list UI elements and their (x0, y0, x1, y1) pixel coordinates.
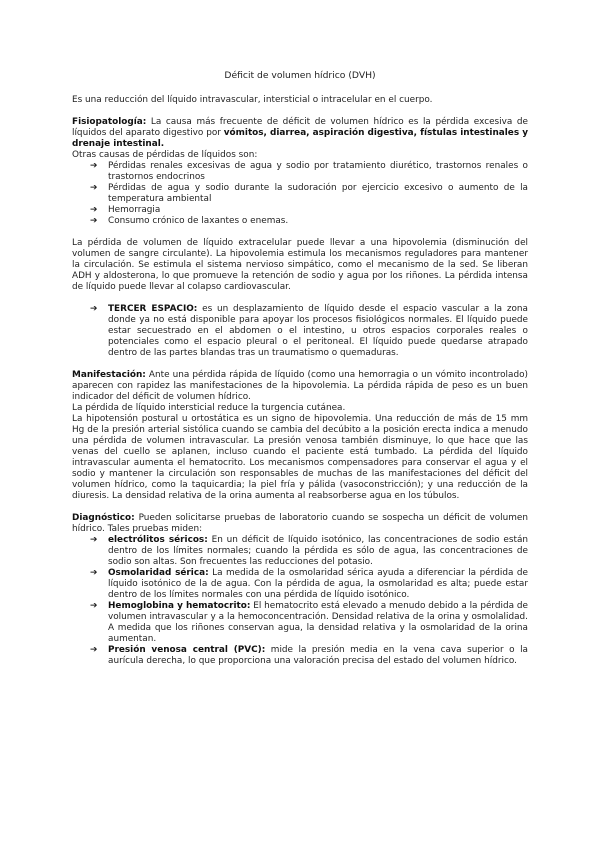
list-item: ➔ Pérdidas renales excesivas de agua y sodio por tratamiento diurético, trastornos renales o trastornos endocrinos (90, 161, 528, 182)
manifestacion-line-3: La hipotensión postural u ortostática es un signo de hipovolemia. Una reducción de más de 15 mm Hg de la presión arterial sistólica cuando se cambia del decúbito a la posición erecta indica a menudo una pérdida de volumen intravascular. La presión venosa también disminuye, lo que hace que las venas del cuello se aplanen, incluso cuando el paciente está tumbado. La pérdida del líquido intravascular aumenta el hematocrito. Los mecanismos compensadores para conservar el agua y el sodio y mantener la circulación son responsables de muchas de las manifestaciones del déficit del volumen hídrico, como la taquicardia; la piel fría y pálida (vasoconstricción); y una reducción de la diuresis. La densidad relativa de la orina aumenta al reabsorberse agua en los túbulos. (72, 414, 528, 501)
diagnostico-label: Diagnóstico: (72, 513, 135, 523)
list-item: ➔ electrólitos séricos: En un déficit de líquido isotónico, las concentraciones de sodio están dentro de los límites normales; cuando la pérdida es sólo de agua, las concentraciones de sodio son altas. Son frecuentes las reducciones del potasio. (90, 535, 529, 567)
tercer-espacio-label: TERCER ESPACIO: (108, 304, 198, 314)
diagnostico-paragraph (72, 513, 528, 535)
arrow-icon: ➔ (90, 568, 98, 578)
diagnostico-text: Pueden solicitarse pruebas de laboratorio cuando se sospecha un déficit de volumen hídrico. Tales pruebas miden: (72, 513, 529, 534)
intro-paragraph: Es una reducción del líquido intravascular, intersticial o intracelular en el cuerpo. (72, 95, 433, 105)
tercer-espacio-text: es un desplazamiento de líquido desde el espacio vascular a la zona donde ya no está disponible para apoyar los procesos fisiológicos normales. El líquido puede estar secuestrado en el abdomen o el intestino, u otros espacios corporales reales o potenciales como el espacio pleural o el peritoneal. El líquido puede quedarse atrapado dentro de las partes blandas tras un traumatismo o quemaduras. (108, 304, 528, 358)
arrow-icon: ➔ (90, 535, 98, 545)
other-causes-intro: Otras causas de pérdidas de líquidos son: (72, 150, 258, 160)
fisiopatologia-paragraph (72, 117, 528, 150)
hipovolemia-paragraph: La pérdida de volumen de líquido extracelular puede llevar a una hipovolemia (disminución del volumen de sangre circulante). La hipovolemia estimula los mecanismos reguladores para mantener la circulación. Se estimula el sistema nervioso simpático, como el mecanismo de la sed. Se liberan ADH y aldosterona, lo que promueve la retención de sodio y agua por los riñones. La pérdida intensa de líquido puede llevar al colapso cardiovascular. (72, 238, 528, 292)
manifestacion-text: Ante una pérdida rápida de líquido (como una hemorragia o un vómito incontrolado) aparecen con rapidez las manifestaciones de la hipovolemia. La pérdida rápida de peso es un buen indicador del déficit de volumen hídrico. (72, 370, 528, 402)
causes-list (72, 161, 528, 227)
arrow-icon: ➔ (90, 183, 98, 193)
list-item (90, 304, 528, 359)
arrow-icon: ➔ (90, 304, 98, 314)
list-item: ➔ Hemorragia (90, 205, 161, 215)
arrow-icon: ➔ (90, 601, 98, 611)
arrow-icon: ➔ (90, 645, 98, 655)
manifestacion-label: Manifestación: (72, 370, 146, 380)
arrow-icon: ➔ (90, 205, 98, 215)
manifestacion-line-2: La pérdida de líquido intersticial reduce la turgencia cutánea. (72, 403, 346, 413)
arrow-icon: ➔ (90, 161, 98, 171)
diagnostico-list (72, 535, 528, 667)
list-item: ➔ Osmolaridad sérica: La medida de la osmolaridad sérica ayuda a diferenciar la pérdida de líquido isotónico de la de agua. Con la pérdida de agua, la osmolaridad es alta; puede estar dentro de los límites normales con una pérdida de líquido isotónico. (90, 568, 528, 600)
list-item: ➔ Pérdidas de agua y sodio durante la sudoración por ejercicio excesivo o aumento de la temperatura ambiental (90, 183, 528, 204)
fisiopatologia-text: La causa más frecuente de déficit de volumen hídrico es la pérdida excesiva de líquidos del aparato digestivo por (72, 117, 529, 138)
list-item: ➔ Presión venosa central (PVC): mide la presión media en la vena cava superior o la aurícula derecha, lo que proporciona una valoración precisa del estado del volumen hídrico. (90, 645, 528, 666)
list-item: ➔ Consumo crónico de laxantes o enemas. (90, 216, 289, 226)
fisiopatologia-label: Fisiopatología: (72, 117, 147, 127)
manifestacion-paragraph (72, 370, 528, 403)
list-item: ➔ Hemoglobina y hematocrito: El hematocrito está elevado a menudo debido a la pérdida de volumen intravascular y a la hemoconcentración. Densidad relativa de la orina y osmolalidad. A medida que los riñones conservan agua, la densidad relativa y la osmolaridad de la orina aumentan. (90, 601, 528, 644)
tercer-espacio-list (72, 304, 528, 359)
page-title: Déficit de volumen hídrico (DVH) (224, 70, 376, 81)
fisiopatologia-bold: vómitos, diarrea, aspiración digestiva, fístulas intestinales y drenaje intestinal. (72, 128, 528, 149)
arrow-icon: ➔ (90, 216, 98, 226)
